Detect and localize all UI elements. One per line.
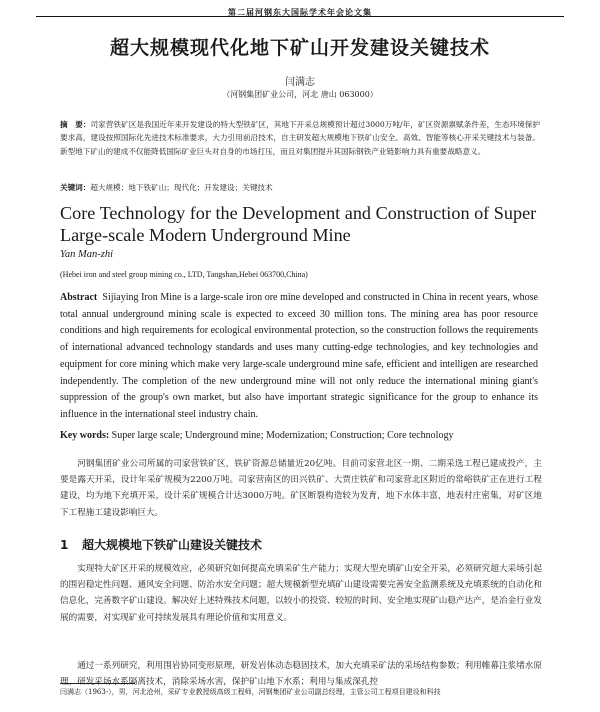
section-number: 1 [60,538,69,552]
body-paragraph-2: 实现特大矿区开采的规模效应，必须研究如何提高充填采矿生产能力；实现大型充填矿山安全开采，必须研究超大采场引起的围岩稳定性问题、通风安全问题、防治水安全问题；超大规模新型充填矿山建设需要完善安全监测系统及充填系统的自动化和信息化，完善数字矿山建设。解决好上述特殊技术问题，以较小的投资、较短的时间、安全地实现矿山稳产达产，是冶金行业发展的需要，对实现矿业可持续发展具有理论价值和实用意义。 [60,564,542,623]
keywords-cn-label: 关键词： [60,183,91,192]
abstract-cn [60,118,540,158]
abstract-cn-label: 摘 要： [60,120,91,129]
body-paragraph-1: 河钢集团矿业公司所属的司家营铁矿区，铁矿资源总储量近20亿吨。目前司家营北区一期、二期采选工程已建成投产，主要是露天开采，设计年采矿规模为2200万吨。司家营南区的田兴铁矿、大贾庄铁矿和司家营北区附近的常峪铁矿正在进行工程建设，均为地下充填开采，设计采矿规模合计达3000万吨。矿区断裂构造较为发育，地下水体丰富，地表村庄密集，对矿区地下工程施工建设影响巨大。 [60,459,542,518]
keywords-en-text: Super large scale; Underground mine; Modernization; Construction; Core technology [111,430,454,441]
abstract-en-label: Abstract [60,292,98,303]
title-cn: 超大规模现代化地下矿山开发建设关键技术 [109,37,490,59]
keywords-cn-text: 超大规模；地下铁矿山；现代化；开发建设；关键技术 [90,183,273,192]
author-en: Yan Man-zhi [60,249,113,260]
author-cn: 闫满志 [285,77,315,88]
abstract-en-text: Sijiaying Iron Mine is a large-scale iron ore mine developed and constructed in China in recent years, whose total annual underground mining scale is expected to exceed 30 million tons. The mining area has poor resource conditions and high requirements for ecological environmental protection, so the construction follows the requirements of international advanced technology standards and uses many cutting-edge technologies, and key technologies and equipment for core mining which make very large-scale underground mine safe, efficient and intelligen are researched independently. The completion of the new underground mine will not only reduce the international mining giant's suppression of the group's own market, but also have important strategic significance for the group to enhance its influence in the international steel industry chain. [60,292,539,420]
keywords-cn [60,182,540,193]
running-header [36,0,564,17]
affiliation-cn: （河钢集团矿业公司，河北 唐山 063000） [222,90,378,99]
footnote-divider [60,683,135,684]
author-footnote: 闫满志（1963-），男，河北沧州，采矿专业教授级高级工程师，河钢集团矿业公司副总经理，主管公司工程项目建设和科技 [60,688,441,696]
section-title: 超大规模地下铁矿山建设关键技术 [82,538,263,552]
abstract-en [60,290,538,424]
body-paragraph-3: 通过一系列研究，利用围岩协同变形原理，研发岩体动态稳固技术，加大充填采矿法的采场结构参数；利用帷幕注浆堵水原理，研发采场水系隔离技术，消除采场水害，保护矿山地下水系；利用与集成深孔控 [60,661,542,688]
section-heading-1 [60,536,262,553]
title-en: Core Technology for the Development and Construction of Super Large-scale Modern Underground Mine [60,203,537,245]
keywords-en-label: Key words: [60,430,110,441]
affiliation-en: (Hebei iron and steel group mining co., LTD, Tangshan,Hebei 063700,China) [60,270,308,279]
running-header-text: 第二届河钢东大国际学术年会论文集 [228,7,372,17]
keywords-en [60,430,540,441]
abstract-cn-text: 司家营铁矿区是我国近年来开发建设的特大型铁矿区，其地下开采总规模预计超过3000万吨/年，矿区资源禀赋条件差，生态环境保护要求高，建设按照国际化先进技术标准要求，大力引用前沿技术，自主研发超大规模地下铁矿山安全、高效、智能等核心开采关键技术与装备。新型地下矿山的建成不仅能降低国际矿业巨头对自身的市场打压，而且对集团提升其国际钢铁产业链影响力具有重要战略意义。 [60,120,540,156]
